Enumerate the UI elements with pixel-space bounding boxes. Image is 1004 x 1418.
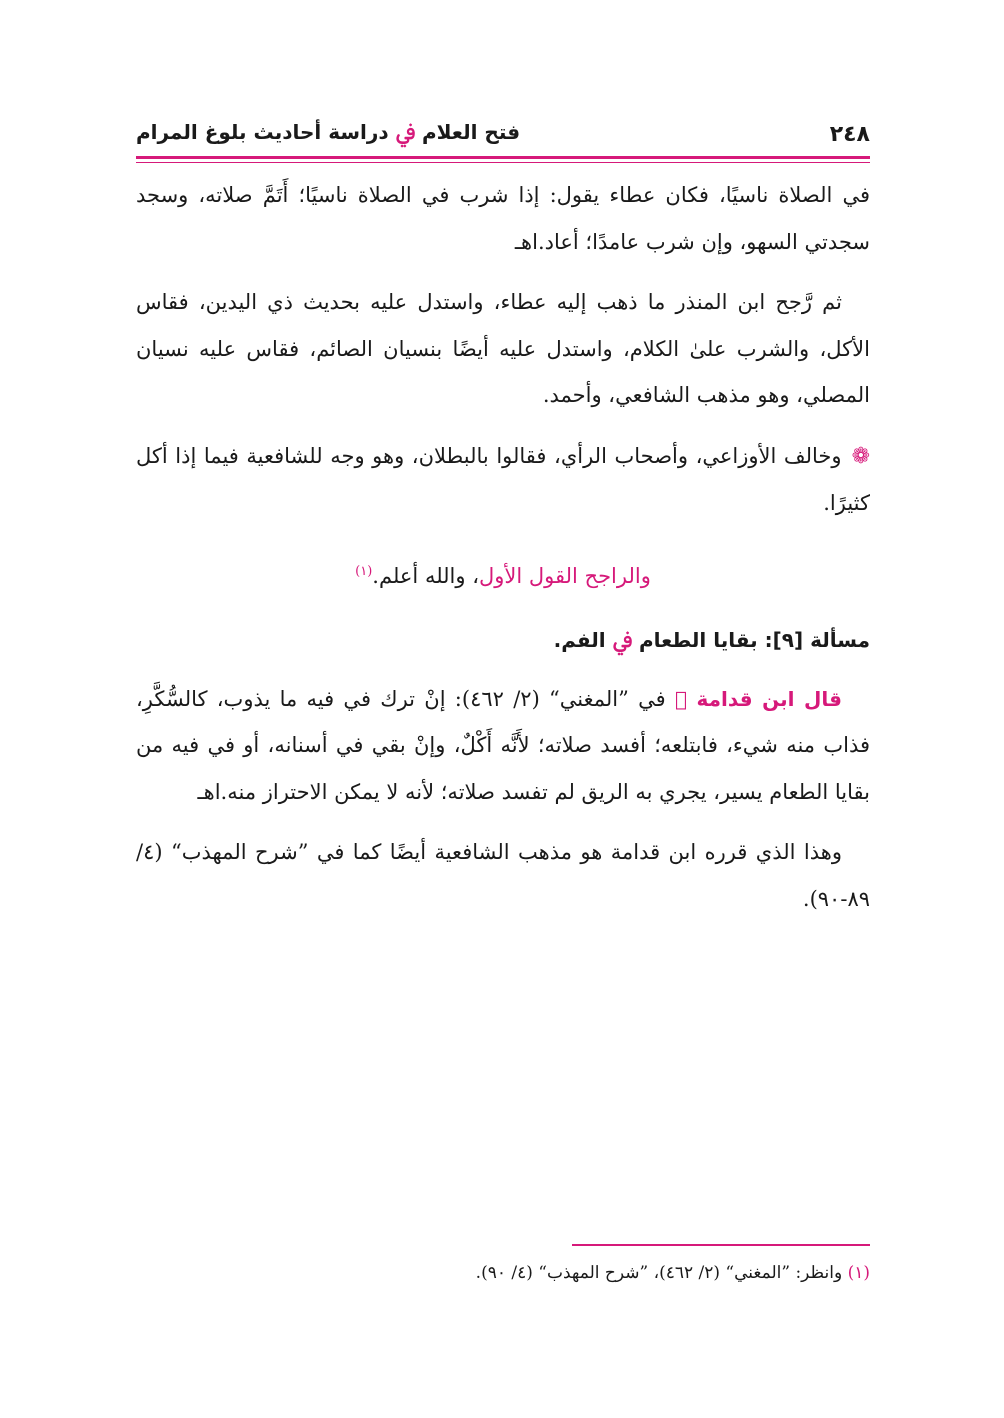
quote-author: قال ابن قدامة ﷫ — [674, 686, 842, 711]
running-title-part2: دراسة أحاديث بلوغ المرام — [136, 120, 396, 144]
section-heading-b: الفم. — [553, 628, 613, 652]
preponderant-opinion — [136, 549, 870, 600]
header-rule-thin — [136, 162, 870, 163]
footnote-text: وانظر: ”المغني“ (٢/ ٤٦٢)، ”شرح المهذب“ (٤/ ٩٠). — [475, 1263, 848, 1283]
footnote — [136, 1258, 870, 1288]
paragraph-opposing-view — [136, 433, 870, 527]
paragraph-continuation: في الصلاة ناسيًا، فكان عطاء يقول: إذا شرب في الصلاة ناسيًا؛ أَتَمَّ صلاته، وسجد سجدتي السهو، وإن شرب عامدًا؛ أعاد.اهـ — [136, 183, 870, 254]
section-heading-highlight: ﰲ — [612, 628, 633, 652]
footnote-number: (١) — [847, 1263, 870, 1283]
quote-text: في ”المغني“ (٢/ ٤٦٢): إنْ ترك في فيه ما يذوب، كالسُّكَّرِ، فذاب منه شيء، فابتلعه؛ أفسد صلاته؛ لأَنَّه أَكْلٌ، وإنْ بقي في أسنانه، أو في فيه من بقايا الطعام يسير، يجري به الريق لم تفسد صلاته؛ لأنه لا يمكن الاحتراز منه.اهـ — [136, 686, 870, 804]
section-heading-a: مسألة [٩]: بقايا الطعام — [632, 628, 870, 652]
page-header — [136, 120, 870, 154]
page-number: ٢٤٨ — [829, 122, 870, 147]
flower-bullet-icon: ❁ — [851, 443, 870, 469]
preponderant-rest: ، والله أعلم. — [372, 563, 479, 588]
preponderant-label: والراجح القول الأول — [478, 563, 651, 588]
section-heading — [136, 617, 870, 664]
header-rule-thick — [136, 156, 870, 159]
opposing-view-text: وخالف الأوزاعي، وأصحاب الرأي، فقالوا بالبطلان، وهو وجه للشافعية فيما إذا أكل كثيرًا. — [136, 443, 870, 515]
footnote-ref[interactable]: (١) — [355, 563, 373, 579]
running-title-part1: فتح العلام — [415, 120, 521, 144]
paragraph-ibn-almundhir: ثم رَّجح ابن المنذر ما ذهب إليه عطاء، واستدل عليه بحديث ذي اليدين، فقاس الأكل، والشرب علىٰ الكلام، واستدل عليه أيضًا بنسيان الصائم، فقاس عليه نسيان المصلي، وهو مذهب الشافعي، وأحمد. — [136, 290, 870, 407]
page-body — [136, 172, 870, 936]
running-title — [136, 120, 520, 144]
footnote-separator — [572, 1244, 870, 1246]
paragraph-ibn-qudama — [136, 676, 870, 816]
running-title-highlight: ﰲ — [395, 120, 415, 144]
paragraph-closing: وهذا الذي قرره ابن قدامة هو مذهب الشافعية أيضًا كما في ”شرح المهذب“ (٤/ ٨٩-٩٠). — [136, 840, 870, 911]
